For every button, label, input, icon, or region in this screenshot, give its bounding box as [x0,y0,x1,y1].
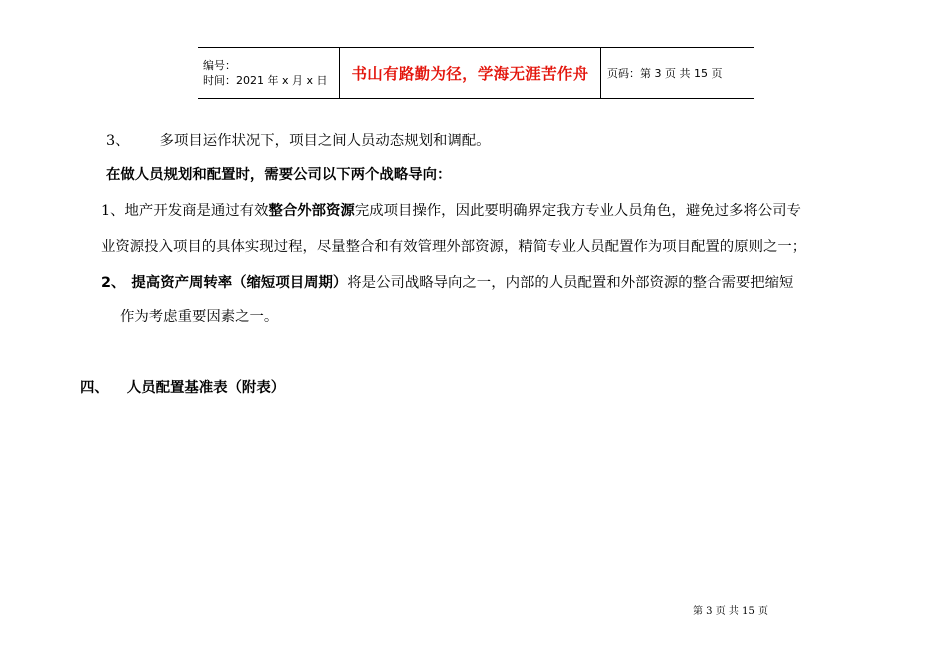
paragraph-2-bold: 提高资产周转率（缩短项目周期） [131,275,348,291]
paragraph-2-rest: 将是公司战略导向之一，内部的人员配置和外部资源的整合需要把缩短 [347,275,794,291]
header-page-number: 页码：第 3 页 共 15 页 [607,67,723,80]
paragraph-2-line-1 [101,271,793,292]
item-3-number: 3、 [106,133,130,149]
header-page-cell [601,48,754,98]
paragraph-2-number: 2、 [101,275,126,291]
paragraph-1-rest: 完成项目操作，因此要明确界定我方专业人员角色，避免过多将公司专 [354,203,801,219]
section-title: 人员配置基准表（附表） [126,380,286,396]
footer-page-number: 第 3 页 共 15 页 [693,606,768,617]
header-meta [198,48,339,98]
paragraph-1-prefix: 1、地产开发商是通过有效 [101,203,269,219]
paragraph-2-line-2: 作为考虑重要因素之一。 [120,309,279,325]
time-label: 时间：2021 年 x 月 x 日 [203,74,328,87]
section-number: 四、 [80,380,109,396]
item-3-text: 多项目运作状况下，项目之间人员动态规划和调配。 [159,133,491,149]
paragraph-1-line-1 [101,199,801,220]
document-header [198,47,754,99]
item-3 [106,129,491,150]
paragraph-1-line-2: 业资源投入项目的具体实现过程，尽量整合和有效管理外部资源，精简专业人员配置作为项目配置的原则之一； [101,239,807,255]
paragraph-1-bold: 整合外部资源 [268,203,355,219]
section-heading [80,376,285,397]
number-label: 编号： [203,59,236,72]
header-motto-cell [339,48,601,98]
strategy-heading: 在做人员规划和配置时，需要公司以下两个战略导向： [106,167,452,183]
header-motto: 书山有路勤为径，学海无涯苦作舟 [351,65,589,83]
